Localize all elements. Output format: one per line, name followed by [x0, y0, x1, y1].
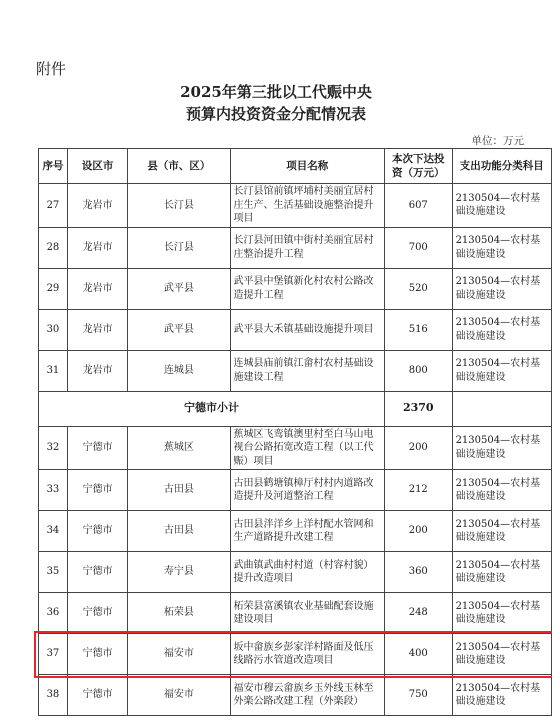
cell-seq: 36: [39, 593, 68, 634]
cell-county: 长汀县: [128, 227, 230, 268]
cell-project: 武平县大禾镇基础设施提升项目: [230, 309, 384, 350]
cell-category: 2130504—农村基础设施建设: [452, 593, 551, 634]
cell-category: 2130504—农村基础设施建设: [452, 634, 551, 675]
cell-seq: 37: [39, 634, 68, 675]
cell-category: 2130504—农村基础设施建设: [452, 268, 551, 309]
cell-county: 古田县: [128, 511, 230, 552]
cell-project: 长汀县河田镇中街村美丽宜居村庄整治提升工程: [230, 227, 384, 268]
cell-amount: 700: [384, 227, 452, 268]
cell-category: 2130504—农村基础设施建设: [452, 511, 551, 552]
subtotal-amount: 2370: [384, 391, 452, 426]
cell-county: 福安市: [128, 634, 230, 675]
cell-amount: 800: [384, 350, 452, 391]
table-row: [39, 675, 552, 716]
cell-seq: 33: [39, 470, 68, 511]
subtotal-empty-cell: [452, 391, 551, 426]
cell-project: 长汀县馆前镇坪埔村美丽宜居村庄生产、生活基础设施整治提升项目: [230, 184, 384, 228]
cell-seq: 35: [39, 552, 68, 593]
cell-city: 宁德市: [67, 552, 127, 593]
cell-project: 柘荣县富溪镇农业基础配套设施建设项目: [230, 593, 384, 634]
cell-city: 宁德市: [67, 470, 127, 511]
attachment-label: 附件: [36, 60, 67, 78]
cell-city: 龙岩市: [67, 227, 127, 268]
table-row-highlighted: [39, 634, 552, 675]
table-row: [39, 268, 552, 309]
header-county: 县（市、区）: [128, 149, 230, 184]
cell-county: 柘荣县: [128, 593, 230, 634]
header-seq: 序号: [39, 149, 68, 184]
cell-amount: 212: [384, 470, 452, 511]
cell-category: 2130504—农村基础设施建设: [452, 184, 551, 228]
table-row: [39, 227, 552, 268]
cell-project: 坂中畲族乡彭家洋村路面及低压线路污水管道改造项目: [230, 634, 384, 675]
cell-city: 龙岩市: [67, 184, 127, 228]
cell-seq: 27: [39, 184, 68, 228]
cell-category: 2130504—农村基础设施建设: [452, 350, 551, 391]
table-row: [39, 426, 552, 470]
table-row: [39, 309, 552, 350]
cell-category: 2130504—农村基础设施建设: [452, 227, 551, 268]
table-row: [39, 184, 552, 228]
header-project: 项目名称: [230, 149, 384, 184]
cell-project: 古田县鹤塘镇樟厅村村内道路改造提升及河道整治工程: [230, 470, 384, 511]
cell-seq: 31: [39, 350, 68, 391]
table-header-row: [39, 149, 552, 184]
cell-county: 蕉城区: [128, 426, 230, 470]
header-category: 支出功能分类科目: [452, 149, 551, 184]
table-row: [39, 552, 552, 593]
cell-project: 蕉城区飞鸾镇澳里村至白马山电视台公路拓宽改造工程（以工代赈）项目: [230, 426, 384, 470]
cell-seq: 28: [39, 227, 68, 268]
title-line-1: 2025年第三批以工代赈中央: [180, 83, 372, 101]
header-amount: 本次下达投资（万元）: [384, 149, 452, 184]
cell-city: 龙岩市: [67, 309, 127, 350]
cell-category: 2130504—农村基础设施建设: [452, 552, 551, 593]
table-row: [39, 470, 552, 511]
cell-category: 2130504—农村基础设施建设: [452, 470, 551, 511]
cell-county: 福安市: [128, 675, 230, 716]
cell-city: 龙岩市: [67, 268, 127, 309]
cell-seq: 38: [39, 675, 68, 716]
cell-amount: 360: [384, 552, 452, 593]
cell-project: 古田县泮洋乡上洋村配水管网和生产道路提升改建工程: [230, 511, 384, 552]
cell-project: 武平县中堡镇新化村农村公路改造提升工程: [230, 268, 384, 309]
subtotal-row: [39, 391, 552, 426]
cell-county: 寿宁县: [128, 552, 230, 593]
cell-seq: 34: [39, 511, 68, 552]
cell-city: 宁德市: [67, 675, 127, 716]
cell-city: 宁德市: [67, 426, 127, 470]
cell-category: 2130504—农村基础设施建设: [452, 675, 551, 716]
cell-county: 古田县: [128, 470, 230, 511]
cell-seq: 29: [39, 268, 68, 309]
cell-amount: 516: [384, 309, 452, 350]
cell-seq: 32: [39, 426, 68, 470]
cell-city: 龙岩市: [67, 350, 127, 391]
table-row: [39, 593, 552, 634]
cell-city: 宁德市: [67, 634, 127, 675]
cell-amount: 248: [384, 593, 452, 634]
unit-label: 单位：万元: [471, 135, 524, 147]
cell-category: 2130504—农村基础设施建设: [452, 309, 551, 350]
header-city: 设区市: [67, 149, 127, 184]
cell-amount: 750: [384, 675, 452, 716]
cell-amount: 520: [384, 268, 452, 309]
cell-county: 武平县: [128, 268, 230, 309]
cell-county: 长汀县: [128, 184, 230, 228]
cell-project: 福安市穆云畲族乡玉外线玉林至外楽公路改建工程（外楽段）: [230, 675, 384, 716]
cell-county: 武平县: [128, 309, 230, 350]
title-line-2: 预算内投资资金分配情况表: [185, 105, 366, 123]
table-row: [39, 511, 552, 552]
cell-category: 2130504—农村基础设施建设: [452, 426, 551, 470]
cell-amount: 200: [384, 511, 452, 552]
cell-amount: 607: [384, 184, 452, 228]
allocation-table: [38, 148, 552, 716]
cell-city: 宁德市: [67, 593, 127, 634]
cell-amount: 400: [384, 634, 452, 675]
table-row: [39, 350, 552, 391]
cell-county: 连城县: [128, 350, 230, 391]
cell-city: 宁德市: [67, 511, 127, 552]
cell-amount: 200: [384, 426, 452, 470]
subtotal-label: 宁德市小计: [39, 391, 385, 426]
cell-project: 武曲镇武曲村村道（村容村貌）提升改造项目: [230, 552, 384, 593]
cell-project: 连城县庙前镇江畲村农村基础设施建设工程: [230, 350, 384, 391]
cell-seq: 30: [39, 309, 68, 350]
